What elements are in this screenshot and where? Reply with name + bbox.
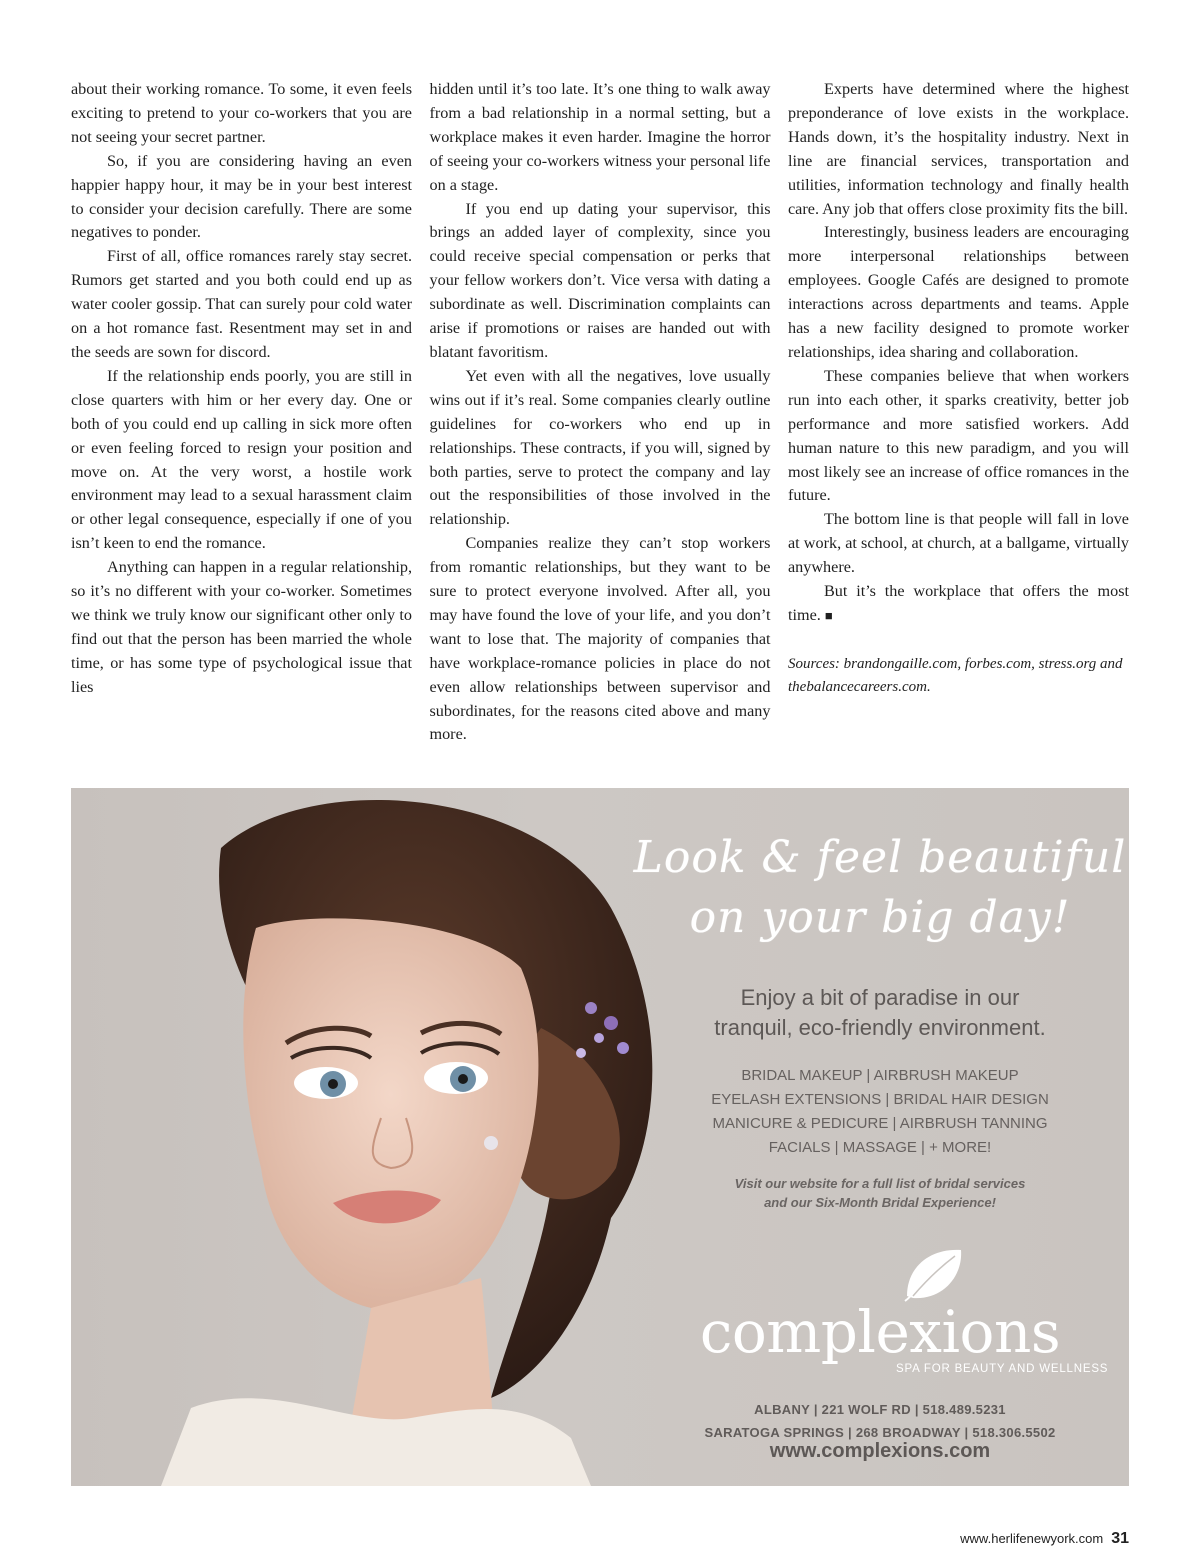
headline-line-1: Look & feel beautiful: [633, 832, 1127, 883]
page-number: 31: [1111, 1530, 1129, 1547]
paragraph: These companies believe that when workers run into each other, it sparks creativity, better job performance and more satisfied workers. Add human nature to this new paradigm, and you will most likely see an increase of office romances in the future.: [788, 366, 1129, 505]
paragraph: So, if you are considering having an even happier happy hour, it may be in your best interest to consider your decision carefully. There are some negatives to ponder.: [71, 151, 412, 242]
paragraph-final: [788, 580, 1129, 628]
address-albany: ALBANY | 221 WOLF RD | 518.489.5231: [754, 1402, 1006, 1417]
paragraph: Anything can happen in a regular relationship, so it’s no different with your co-worker. Sometimes we think we truly know our significant other only to find out that the person has been married the whole time, or has some type of psychological issue that lies: [71, 558, 412, 696]
leaf-logo-icon: [903, 1246, 965, 1302]
end-mark: ■: [824, 607, 833, 623]
services-line: EYELASH EXTENSIONS | BRIDAL HAIR DESIGN: [711, 1091, 1049, 1108]
article-columns: [71, 78, 1129, 758]
address-block: [631, 1398, 1129, 1444]
ad-website: www.complexions.com: [769, 1440, 991, 1462]
tagline-line-1: Enjoy a bit of paradise in our: [740, 985, 1020, 1010]
visit-line-1: Visit our website for a full list of bridal services: [734, 1176, 1026, 1191]
ad-headline: [631, 828, 1129, 948]
services-line: BRIDAL MAKEUP | AIRBRUSH MAKEUP: [741, 1067, 1019, 1084]
bride-photo: [71, 788, 711, 1486]
visit-note: [631, 1174, 1129, 1212]
footer-site: www.herlifenewyork.com: [960, 1531, 1104, 1546]
services-line: FACIALS | MASSAGE | + MORE!: [768, 1139, 992, 1156]
tagline-line-2: tranquil, eco-friendly environment.: [714, 1015, 1046, 1040]
paragraph: hidden until it’s too late. It’s one thing to walk away from a bad relationship in a normal setting, but a workplace makes it even harder. Imagine the horror of seeing your co-workers witness your personal life on a stage.: [429, 80, 771, 194]
article-column-1: [71, 78, 412, 758]
paragraph: Experts have determined where the highest preponderance of love exists in the workplace. Hands down, it’s the hospitality industry. Next in line are financial services, transportation and utilities, information technology and finally health care. Any job that offers close proximity fits the bill.: [788, 80, 1129, 218]
ad-tagline: [631, 983, 1129, 1043]
visit-line-2: and our Six-Month Bridal Experience!: [764, 1195, 996, 1210]
paragraph: about their working romance. To some, it even feels exciting to pretend to your co-workers that you are not seeing your secret partner.: [71, 80, 412, 146]
paragraph: First of all, office romances rarely stay secret. Rumors get started and you both could end up as water cooler gossip. That can surely pour cold water on a hot romance fast. Resentment may set in and the seeds are sown for discord.: [71, 247, 412, 361]
paragraph: If the relationship ends poorly, you are still in close quarters with him or her every day. One or both of you could end up calling in sick more often or even feeling forced to resign your position and move on. At the very worst, a hostile work environment may lead to a sexual harassment claim or other legal consequence, especially if one of you isn’t keen to end the romance.: [71, 366, 412, 553]
paragraph: Yet even with all the negatives, love usually wins out if it’s real. Some companies clearly outline guidelines for co-workers who end up in relationships. These contracts, if you will, signed by both parties, serve to protect the company and lay out the responsibilities of those involved in the relationship.: [429, 366, 771, 529]
article-column-3: [788, 78, 1129, 758]
services-line: MANICURE & PEDICURE | AIRBRUSH TANNING: [712, 1115, 1048, 1132]
brand-name: complexions: [699, 1298, 1061, 1366]
paragraph: The bottom line is that people will fall in love at work, at school, at church, at a ballgame, virtually anywhere.: [788, 510, 1129, 577]
final-text: But it’s the workplace that offers the most time.: [788, 582, 1129, 624]
paragraph: Companies realize they can’t stop workers from romantic relationships, but they want to be sure to protect everyone involved. After all, you may have found the love of your life, and you don’t want to lose that. The majority of companies that have workplace-romance policies in place do not even allow relationships between supervisor and subordinates, for the reasons cited above and many more.: [429, 534, 771, 744]
sources-note: Sources: brandongaille.com, forbes.com, stress.org and thebalancecareers.com.: [788, 655, 1123, 695]
paragraph: Interestingly, business leaders are encouraging more interpersonal relationships between employees. Google Cafés are designed to promote interactions across departments and teams. Apple has a new facility designed to promote worker relationships, idea sharing and collaboration.: [788, 223, 1129, 361]
headline-line-2: on your big day!: [689, 892, 1071, 943]
paragraph: If you end up dating your supervisor, this brings an added layer of complexity, since you could receive special compensation or perks that your fellow workers don’t. Vice versa with dating a subordinate as well. Discrimination complaints can arise if promotions or raises are handed out with blatant favoritism.: [429, 199, 771, 361]
page-footer: [960, 1530, 1129, 1548]
services-list: [631, 1064, 1129, 1160]
advertisement: [71, 788, 1129, 1486]
address-saratoga: SARATOGA SPRINGS | 268 BROADWAY | 518.306.5502: [704, 1425, 1056, 1440]
article-column-2: [430, 78, 771, 758]
brand-subtitle: SPA FOR BEAUTY AND WELLNESS: [896, 1363, 1109, 1375]
